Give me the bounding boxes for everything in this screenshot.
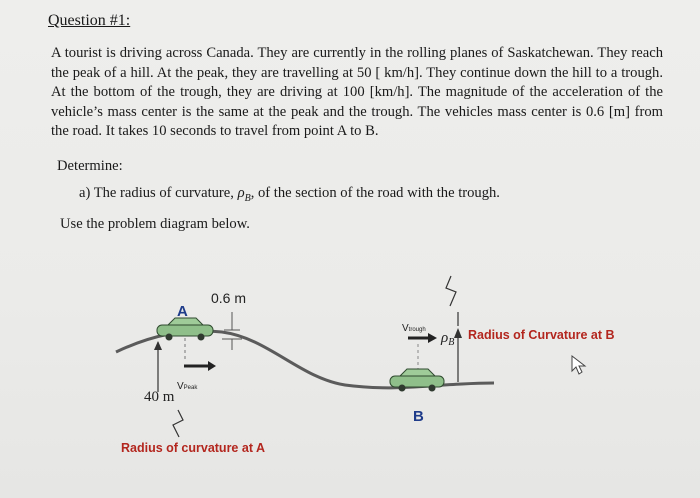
use-diagram-text: Use the problem diagram below. <box>60 216 250 232</box>
v-peak-label: V <box>177 381 184 392</box>
height-label: 0.6 m <box>211 290 247 306</box>
problem-paragraph: A tourist is driving across Canada. They are currently in the rolling planes of Saskatchewan. They reach the peak of a hill. At the peak, they are travelling at 50 [ km/h]. They continue down the hill to a trough. At the bottom of the trough, they are driving at 100 [km/h]. The magnitude of the acceleration of the vehicle’s mass center is the same at the peak and the trough. The vehicles mass center is 0.6 [m] from the road. It takes 10 seconds to travel from point A to B. <box>51 45 663 140</box>
radius-a-label: Radius of curvature at A <box>121 441 266 455</box>
determine-heading: Determine: <box>57 158 123 174</box>
radius-a-value: 40 m <box>144 389 175 405</box>
squiggle-a <box>173 410 183 437</box>
rho-b-symbol: ρ <box>441 330 449 346</box>
car-a <box>157 318 213 341</box>
v-peak-sub: Peak <box>183 385 198 391</box>
part-a-prefix: a) The radius of curvature, <box>79 185 238 201</box>
question-title: Question #1: <box>48 12 131 29</box>
part-a-rho-sub: B <box>244 192 251 204</box>
svg-text:VPeak <box>177 381 198 392</box>
svg-text:Vtrough <box>402 323 426 334</box>
label-b: B <box>413 408 424 425</box>
label-a: A <box>177 303 188 320</box>
v-trough-label: V <box>402 323 409 334</box>
rho-b-sub: B <box>448 337 455 348</box>
cursor-icon <box>572 356 585 374</box>
part-a-rho: ρ <box>237 185 245 201</box>
radius-b-label: Radius of Curvature at B <box>468 328 615 342</box>
svg-text:ρB <box>440 330 454 348</box>
squiggle-b <box>446 276 456 306</box>
part-a-suffix: , of the section of the road with the trough. <box>250 185 500 201</box>
v-trough-sub: trough <box>408 327 426 333</box>
